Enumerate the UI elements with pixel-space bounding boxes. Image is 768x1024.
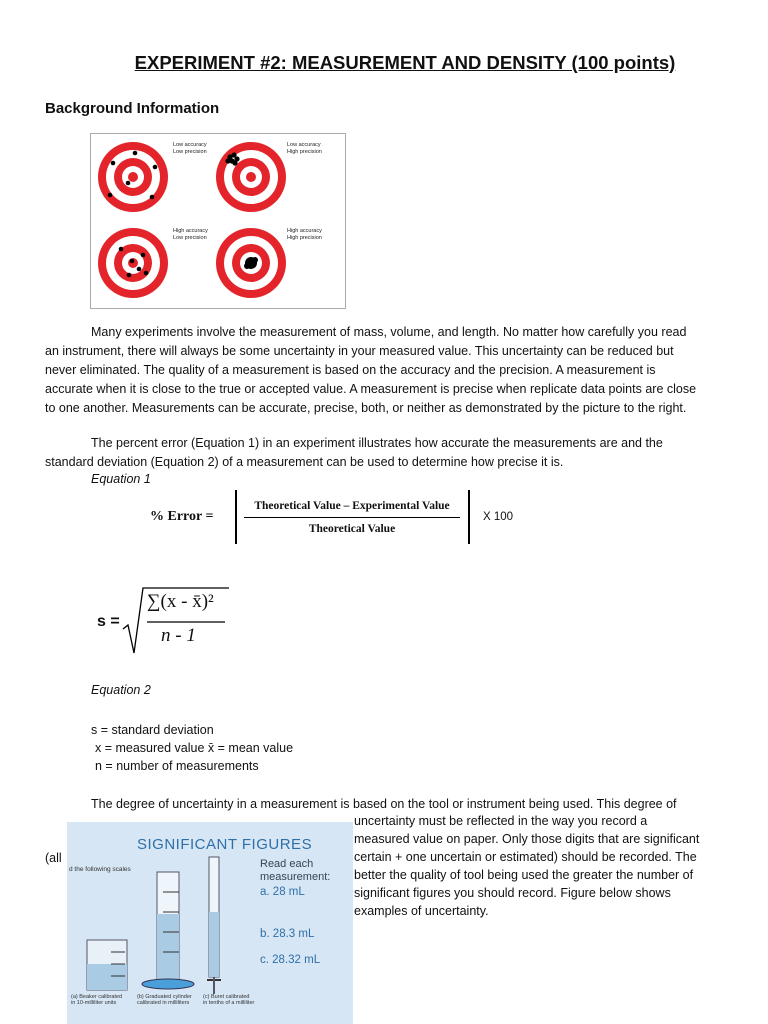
graduated-cylinder-icon: [142, 872, 194, 989]
para3-line: significant figures you should record. Figure below shows: [354, 886, 671, 900]
buret-icon: [207, 857, 221, 994]
caption-beaker: (a) Beaker calibrated in 10-milliliter units: [71, 994, 123, 1006]
equation2-label: Equation 2: [91, 683, 151, 697]
para3-wrapped-text: [354, 812, 734, 920]
para1-line: never eliminated. The quality of a measurement is based on the accuracy and the precision. A measurement is: [45, 363, 656, 377]
para3-line: certain + one uncertain or estimated) should be recorded. The: [354, 850, 697, 864]
target3-label-2: Low precision: [173, 235, 207, 241]
accuracy-precision-figure: [90, 133, 346, 309]
definition-line: s = standard deviation: [91, 723, 214, 737]
shot-dot: [153, 165, 158, 170]
equation1-lhs: % Error =: [150, 509, 214, 524]
fraction-bar: [244, 517, 460, 518]
abs-bar-right: [468, 490, 470, 544]
caption-buret: (c) Buret calibrated in tenths of a milliliter: [203, 994, 255, 1006]
sigfig-read-instructions: [260, 858, 330, 884]
equation1-multiplier: X 100: [483, 511, 514, 523]
target1-label-2: Low precision: [173, 149, 207, 155]
shot-dot: [126, 181, 131, 186]
document-title: EXPERIMENT #2: MEASUREMENT AND DENSITY (100 points): [134, 52, 676, 73]
equation1-numerator: Theoretical Value – Experimental Value: [254, 500, 450, 512]
equation2-numerator: ∑(x - x̄)²: [147, 591, 214, 612]
reading-c: c. 28.32 mL: [260, 954, 321, 966]
caption-cylinder: (b) Graduated cylinder calibrated in milliliters: [137, 994, 192, 1006]
target4-label-1: High accuracy: [287, 228, 322, 234]
para3-line: examples of uncertainty.: [354, 904, 489, 918]
background-heading: Background Information: [45, 100, 220, 117]
paragraph-percent-error: [45, 434, 735, 472]
abs-bar-left: [235, 490, 237, 544]
target2-label-1: Low accuracy: [287, 142, 321, 148]
para2-line: standard deviation (Equation 2) of a measurement can be used to determine how precise it is.: [45, 455, 564, 469]
target-low-acc-high-prec: [216, 142, 286, 212]
shot-dot: [133, 151, 138, 156]
paragraph-accuracy-precision: [45, 323, 735, 418]
para1-line: accurate when it is close to the true or accepted value. A measurement is precise when replicate data points are close: [45, 382, 697, 396]
shot-dot: [108, 193, 113, 198]
target-low-acc-low-prec: [98, 142, 168, 212]
read-line: Read each: [260, 858, 314, 870]
target-high-acc-low-prec: [98, 228, 168, 298]
para3-line: measured value on paper. Only those digits that are significant: [354, 832, 700, 846]
definition-line: n = number of measurements: [95, 759, 259, 773]
para1-line: an instrument, there will always be some uncertainty in your measured value. This uncertainty can be reduced but: [45, 344, 674, 358]
equation1-denominator: Theoretical Value: [308, 523, 396, 535]
sigfig-title: SIGNIFICANT FIGURES: [137, 836, 313, 853]
target1-label-1: Low accuracy: [173, 142, 207, 148]
targets-svg: [91, 134, 345, 308]
para1-line: Many experiments involve the measurement of mass, volume, and length. No matter how carefully you read: [91, 325, 687, 339]
sigfig-scales-caption: d the following scales: [69, 866, 131, 873]
equation1: [150, 490, 530, 550]
target-high-acc-high-prec: [216, 228, 286, 298]
target4-label-2: High precision: [287, 235, 322, 241]
equation2-denominator: n - 1: [161, 625, 196, 646]
shot-dot: [150, 195, 155, 200]
para3-left-fragment: (all: [45, 851, 62, 865]
reading-b: b. 28.3 mL: [260, 928, 315, 940]
para3-first-line: The degree of uncertainty in a measurement is based on the tool or instrument being used. This degree of: [91, 797, 677, 811]
para3-line: better the quality of tool being used the greater the number of: [354, 868, 694, 882]
read-line: measurement:: [260, 871, 331, 883]
para1-line: to one another. Measurements can be accurate, precise, both, or neither as demonstrated by the picture to the right.: [45, 401, 687, 415]
equation2: [97, 585, 237, 665]
equation2-lhs: s =: [97, 613, 120, 630]
glassware-drawing: [67, 852, 257, 1002]
definition-line: x = measured value x̄ = mean value: [95, 741, 294, 755]
reading-a: a. 28 mL: [260, 886, 305, 898]
beaker-icon: [87, 940, 127, 990]
para2-line: The percent error (Equation 1) in an experiment illustrates how accurate the measurements are and the: [91, 436, 663, 450]
target3-label-1: High accuracy: [173, 228, 208, 234]
target2-label-2: High precision: [287, 149, 322, 155]
equation1-label: Equation 1: [91, 472, 151, 486]
para3-line: uncertainty must be reflected in the way you record a: [354, 814, 648, 828]
significant-figures-figure: [67, 822, 353, 1024]
shot-dot: [111, 161, 116, 166]
